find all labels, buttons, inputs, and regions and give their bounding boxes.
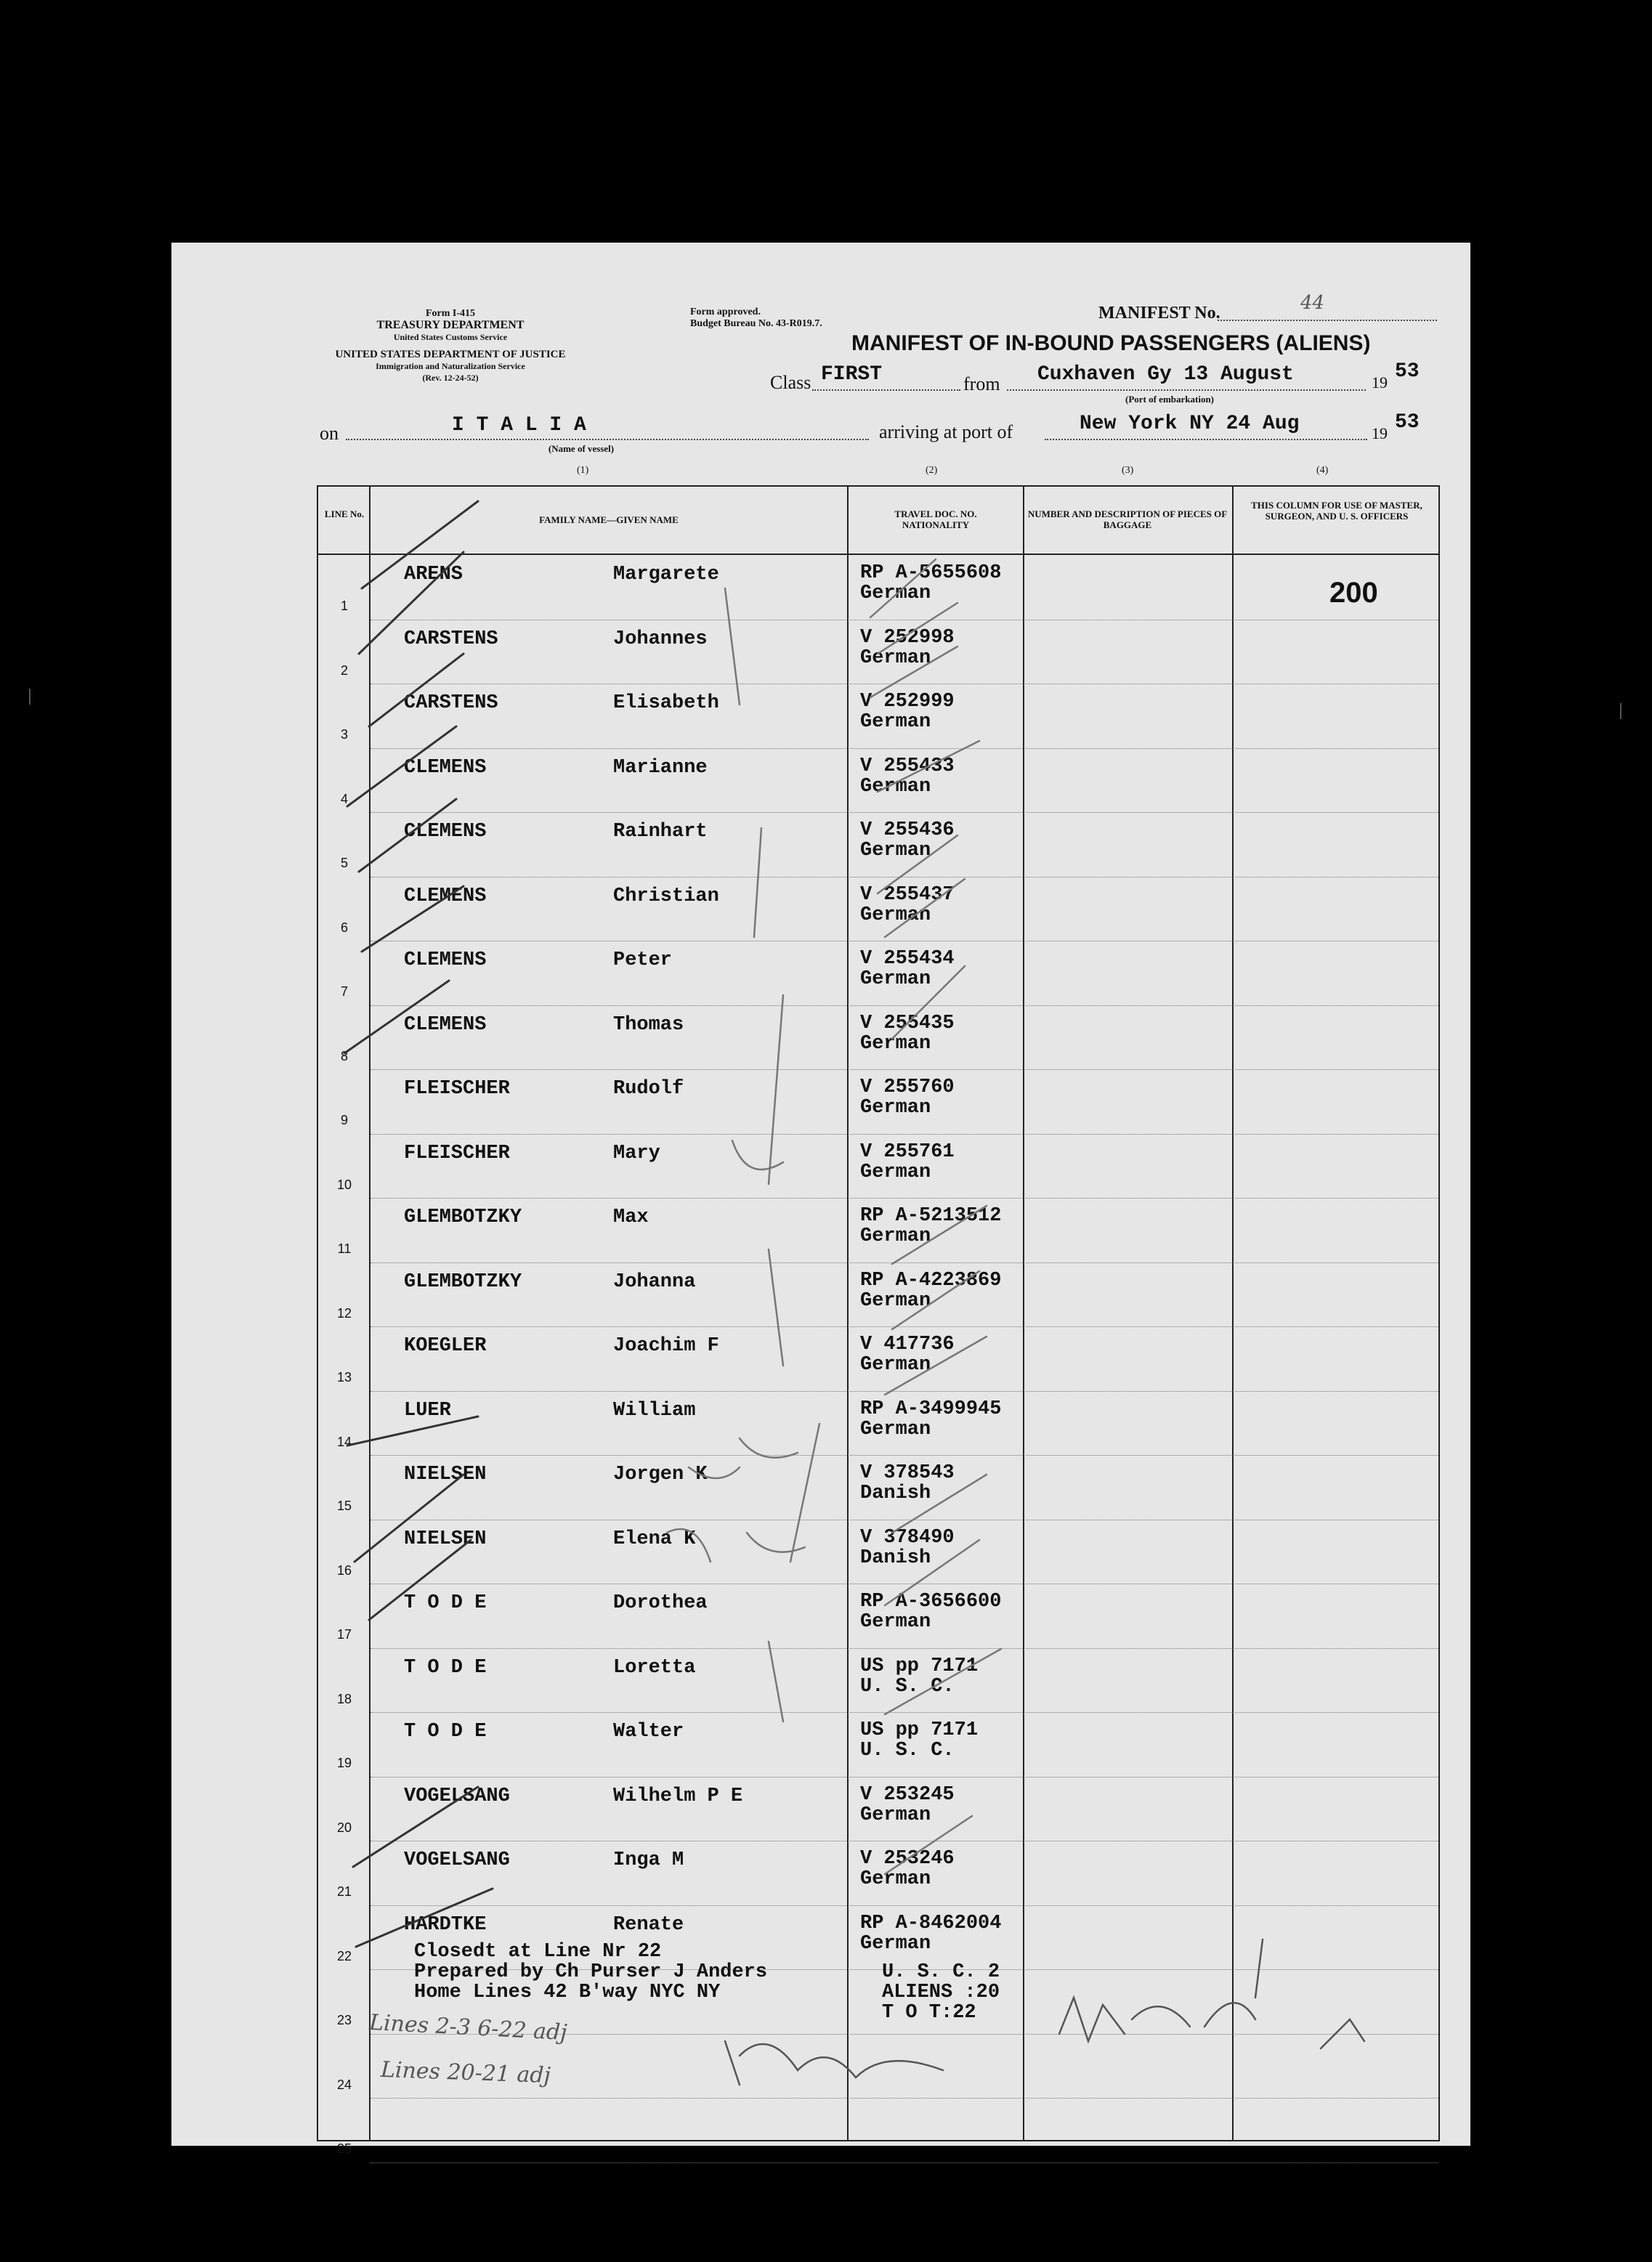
handwritten-note-1: Lines 2-3 6-22 adj xyxy=(368,2009,568,2046)
summary-total: T O T:22 xyxy=(882,2002,976,2024)
family-name: CLEMENS xyxy=(404,756,487,779)
table-row xyxy=(318,1005,1438,1070)
nationality: Danish xyxy=(860,1483,931,1504)
line-number: 24 xyxy=(336,2077,352,2092)
arriving-year: 53 xyxy=(1395,411,1420,434)
margin-mark xyxy=(29,689,31,705)
given-name: Max xyxy=(613,1207,649,1228)
passenger-table xyxy=(317,485,1440,2156)
travel-doc-number: V 417736 xyxy=(860,1334,955,1355)
table-row xyxy=(318,1391,1438,1456)
line-number: 13 xyxy=(336,1370,352,1385)
table-row xyxy=(318,941,1438,1005)
given-name: Peter xyxy=(613,949,673,971)
line-number: 22 xyxy=(336,1948,352,1963)
nationality: U. S. C. xyxy=(860,1740,955,1762)
travel-doc-number: V 255760 xyxy=(860,1077,955,1098)
travel-doc-number: RP A-5213512 xyxy=(860,1205,1002,1227)
nationality: German xyxy=(860,1804,931,1826)
port-embarkation-caption: (Port of embarkation) xyxy=(1125,394,1215,405)
table-row xyxy=(318,1712,1438,1777)
table-row xyxy=(318,1841,1438,1905)
given-name: Johanna xyxy=(613,1270,696,1293)
header-line-no: LINE No. xyxy=(324,508,365,519)
travel-doc-number: RP A-8462004 xyxy=(860,1912,1002,1934)
line-number: 18 xyxy=(336,1691,352,1706)
line-number: 21 xyxy=(336,1884,352,1899)
line-number: 6 xyxy=(340,920,348,935)
travel-doc-number: RP A-4223869 xyxy=(860,1269,1002,1292)
row-divider xyxy=(371,2162,1438,2163)
nationality: German xyxy=(860,840,931,862)
family-name: NIELSEN xyxy=(404,1528,487,1550)
family-name: GLEMBOTZKY xyxy=(404,1270,522,1293)
table-row xyxy=(318,620,1438,684)
summary-aliens: ALIENS :20 xyxy=(882,1982,1000,2003)
manifest-number-value: 44 xyxy=(1300,292,1325,314)
family-name: CARSTENS xyxy=(404,628,498,650)
vessel-name: I T A L I A xyxy=(452,414,586,437)
family-name: CLEMENS xyxy=(404,821,487,843)
line-number: 8 xyxy=(340,1048,348,1063)
header-baggage: NUMBER AND DESCRIPTION OF PIECES OF BAGGAGE xyxy=(1027,508,1228,530)
table-row xyxy=(318,1134,1438,1199)
nationality: German xyxy=(860,775,931,798)
family-name: LUER xyxy=(404,1399,451,1422)
family-name: T O D E xyxy=(404,1592,487,1614)
table-row xyxy=(318,1326,1438,1391)
line-number: 7 xyxy=(340,984,348,999)
nationality: German xyxy=(860,646,931,669)
given-name: Loretta xyxy=(613,1656,696,1679)
row-divider xyxy=(371,2098,1438,2099)
nationality: German xyxy=(860,1097,931,1119)
justice-department: UNITED STATES DEPARTMENT OF JUSTICE xyxy=(335,349,566,360)
nationality: German xyxy=(860,711,931,733)
given-name: Mary xyxy=(613,1142,660,1164)
given-name: William xyxy=(613,1399,696,1422)
header-travel-doc: TRAVEL DOC. NO. NATIONALITY xyxy=(894,508,977,530)
given-name: Johannes xyxy=(613,628,708,650)
nationality: German xyxy=(860,1418,931,1440)
arriving-line xyxy=(1045,439,1367,440)
family-name: GLEMBOTZKY xyxy=(404,1207,522,1228)
family-name: CLEMENS xyxy=(404,885,487,907)
nationality: German xyxy=(860,968,931,990)
family-name: ARENS xyxy=(404,564,463,585)
travel-doc-number: V 252998 xyxy=(860,626,955,649)
arriving-year-prefix: 19 xyxy=(1372,424,1388,442)
arriving-label: arriving at port of xyxy=(879,421,1013,442)
family-name: T O D E xyxy=(404,1721,487,1743)
line-number: 12 xyxy=(336,1305,352,1321)
nationality: U. S. C. xyxy=(860,1675,955,1698)
table-row xyxy=(318,1069,1438,1134)
line-number: 4 xyxy=(340,791,348,806)
nationality: German xyxy=(860,1161,931,1183)
column-number-4: (4) xyxy=(1316,465,1329,476)
nationality: German xyxy=(860,904,931,926)
closing-line-3: Home Lines 42 B'way NYC NY xyxy=(414,1982,721,2003)
closing-line-1: Closedt at Line Nr 22 xyxy=(414,1941,662,1963)
line-number: 20 xyxy=(336,1820,352,1835)
port-of-arrival: New York NY 24 Aug xyxy=(1080,413,1300,435)
travel-doc-number: V 255434 xyxy=(860,948,955,970)
given-name: Jorgen K xyxy=(613,1464,708,1485)
table-row xyxy=(318,877,1438,941)
manifest-number-line xyxy=(1218,320,1437,321)
travel-doc-number: V 253246 xyxy=(860,1848,955,1870)
from-line xyxy=(1007,389,1366,391)
family-name: CARSTENS xyxy=(404,692,498,714)
table-row xyxy=(318,1262,1438,1327)
form-number: Form I-415 xyxy=(425,308,476,319)
given-name: Elisabeth xyxy=(613,692,719,714)
given-name: Walter xyxy=(613,1721,684,1743)
manifest-title: MANIFEST OF IN-BOUND PASSENGERS (ALIENS) xyxy=(851,331,1371,355)
nationality: German xyxy=(860,1611,931,1633)
travel-doc-number: V 255435 xyxy=(860,1012,955,1034)
nationality: German xyxy=(860,1289,931,1312)
table-row xyxy=(318,748,1438,813)
on-label: on xyxy=(320,423,339,444)
given-name: Inga M xyxy=(613,1849,684,1871)
budget-bureau: Budget Bureau No. 43-R019.7. xyxy=(690,318,822,329)
header-officers: THIS COLUMN FOR USE OF MASTER, SURGEON, AND U. S. OFFICERS xyxy=(1251,500,1422,522)
manifest-number-label: MANIFEST No. xyxy=(1098,304,1220,323)
family-name: NIELSEN xyxy=(404,1464,487,1485)
given-name: Renate xyxy=(613,1913,684,1936)
given-name: Marianne xyxy=(613,756,708,779)
table-row xyxy=(318,1198,1438,1262)
nationality: German xyxy=(860,1032,931,1055)
given-name: Rudolf xyxy=(613,1078,684,1100)
nationality: German xyxy=(860,1932,931,1955)
line-number: 25 xyxy=(336,2141,352,2156)
given-name: Dorothea xyxy=(613,1592,708,1614)
class-value: FIRST xyxy=(821,363,883,386)
given-name: Wilhelm P E xyxy=(613,1785,743,1807)
travel-doc-number: US pp 7171 xyxy=(860,1719,979,1741)
table-row xyxy=(318,1520,1438,1584)
line-number: 10 xyxy=(336,1177,352,1192)
given-name: Thomas xyxy=(613,1013,684,1036)
travel-doc-number: V 255436 xyxy=(860,819,955,841)
summary-usc: U. S. C. 2 xyxy=(882,1961,1000,1983)
class-label: Class xyxy=(770,372,811,393)
vessel-caption: (Name of vessel) xyxy=(548,443,615,454)
line-number: 15 xyxy=(336,1499,352,1513)
travel-doc-number: V 253245 xyxy=(860,1783,955,1806)
line-number: 16 xyxy=(336,1562,352,1578)
line-number: 3 xyxy=(340,727,348,742)
given-name: Christian xyxy=(613,885,719,907)
family-name: VOGELSANG xyxy=(404,1849,510,1871)
line-number: 5 xyxy=(340,856,348,870)
column-number-2: (2) xyxy=(926,465,938,476)
treasury-department: TREASURY DEPARTMENT xyxy=(376,319,525,331)
travel-doc-number: V 378490 xyxy=(860,1526,955,1549)
column-number-3: (3) xyxy=(1122,465,1134,476)
closing-line-2: Prepared by Ch Purser J Anders xyxy=(414,1961,768,1983)
nationality: German xyxy=(860,1225,931,1247)
ins-service: Immigration and Naturalization Service xyxy=(376,361,525,371)
travel-doc-number: V 255761 xyxy=(860,1140,955,1163)
vessel-line xyxy=(346,439,869,440)
line-number: 2 xyxy=(340,662,348,678)
line-number: 1 xyxy=(340,599,348,613)
travel-doc-number: RP A-3499945 xyxy=(860,1398,1002,1420)
line-number: 17 xyxy=(336,1627,352,1642)
header-family-given-name: FAMILY NAME—GIVEN NAME xyxy=(539,514,679,525)
port-of-embarkation: Cuxhaven Gy 13 August xyxy=(1037,363,1294,386)
given-name: Margarete xyxy=(613,564,719,585)
given-name: Rainhart xyxy=(613,821,708,843)
line-number: 9 xyxy=(340,1113,348,1127)
travel-doc-number: V 255433 xyxy=(860,755,955,777)
travel-doc-number: RP A-5655608 xyxy=(860,562,1002,584)
family-name: FLEISCHER xyxy=(404,1078,510,1100)
given-name: Joachim F xyxy=(613,1335,719,1357)
class-line xyxy=(812,389,960,391)
table-row xyxy=(318,555,1438,620)
from-label: from xyxy=(963,373,1000,394)
form-approved: Form approved. xyxy=(690,307,761,317)
travel-doc-number: V 252999 xyxy=(860,691,955,713)
line-number: 11 xyxy=(337,1241,352,1256)
travel-doc-number: V 378543 xyxy=(860,1462,955,1484)
nationality: German xyxy=(860,1868,931,1890)
table-row xyxy=(318,684,1438,748)
family-name: KOEGLER xyxy=(404,1335,487,1357)
revision-date: (Rev. 12-24-52) xyxy=(422,373,479,383)
nationality: German xyxy=(860,583,931,604)
given-name: Elena K xyxy=(613,1528,696,1550)
year-prefix: 19 xyxy=(1372,373,1388,392)
family-name: T O D E xyxy=(404,1656,487,1679)
year-value: 53 xyxy=(1395,360,1420,383)
family-name: CLEMENS xyxy=(404,1013,487,1036)
customs-service: United States Customs Service xyxy=(393,332,508,342)
line-number: 23 xyxy=(336,2013,352,2027)
family-name: HARDTKE xyxy=(404,1913,487,1936)
travel-doc-number: RP A-3656600 xyxy=(860,1591,1002,1613)
nationality: German xyxy=(860,1354,931,1376)
table-row xyxy=(318,1648,1438,1713)
table-row xyxy=(318,1584,1438,1648)
margin-mark xyxy=(1620,703,1621,719)
column-number-1: (1) xyxy=(577,465,589,476)
family-name: CLEMENS xyxy=(404,949,487,971)
travel-doc-number: V 255437 xyxy=(860,883,955,906)
officer-note: 200 xyxy=(1329,577,1378,609)
handwritten-note-2: Lines 20-21 adj xyxy=(380,2056,551,2089)
table-row xyxy=(318,1455,1438,1520)
family-name: FLEISCHER xyxy=(404,1142,510,1164)
family-name: VOGELSANG xyxy=(404,1785,510,1807)
nationality: Danish xyxy=(860,1546,931,1569)
line-number: 19 xyxy=(336,1756,352,1770)
table-row xyxy=(318,1777,1438,1841)
line-number: 14 xyxy=(336,1434,352,1449)
travel-doc-number: US pp 7171 xyxy=(860,1655,979,1677)
table-row xyxy=(318,812,1438,877)
